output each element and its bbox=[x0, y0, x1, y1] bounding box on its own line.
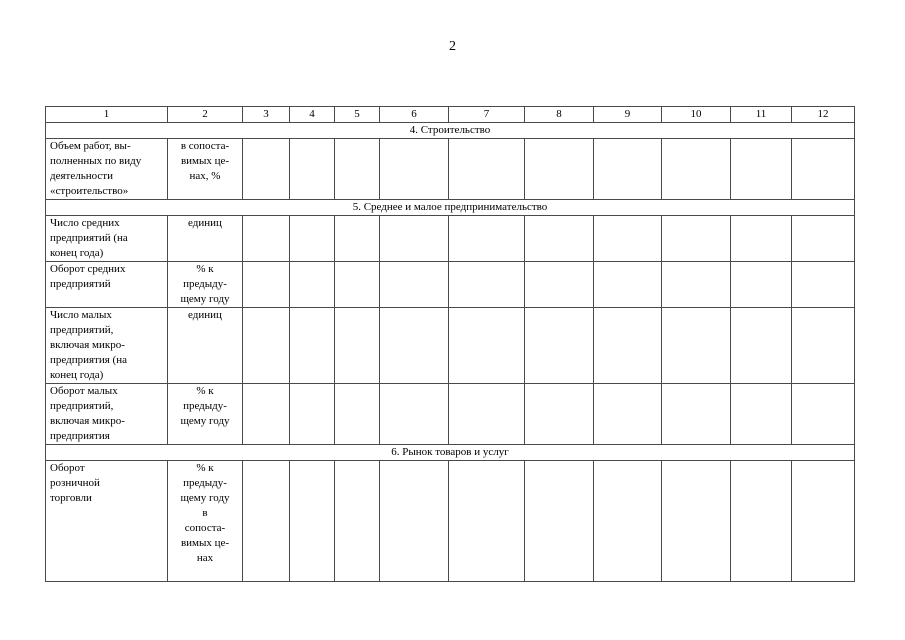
indicator-name-cell bbox=[46, 262, 168, 308]
value-cell bbox=[380, 262, 449, 308]
value-cell bbox=[449, 262, 525, 308]
value-cell bbox=[335, 262, 380, 308]
value-cell bbox=[792, 308, 855, 384]
cell-line: «строительство» bbox=[50, 185, 129, 197]
cell-line: в сопоста- bbox=[180, 140, 230, 152]
value-cell bbox=[380, 384, 449, 445]
unit-cell bbox=[168, 461, 243, 582]
cell-line: % к bbox=[196, 385, 214, 397]
value-cell bbox=[594, 308, 662, 384]
value-cell bbox=[662, 461, 731, 582]
value-cell bbox=[662, 384, 731, 445]
cell-line: розничной bbox=[50, 477, 100, 489]
value-cell bbox=[449, 384, 525, 445]
indicator-name-cell bbox=[46, 139, 168, 200]
value-cell bbox=[662, 308, 731, 384]
value-cell bbox=[449, 308, 525, 384]
cell-line: % к bbox=[196, 462, 214, 474]
value-cell bbox=[335, 461, 380, 582]
value-cell bbox=[731, 461, 792, 582]
value-cell bbox=[731, 262, 792, 308]
value-cell bbox=[731, 308, 792, 384]
section-title-row bbox=[46, 123, 855, 139]
column-numbers-row bbox=[46, 107, 855, 123]
value-cell bbox=[243, 384, 290, 445]
value-cell bbox=[525, 461, 594, 582]
cell-line: единиц bbox=[188, 217, 222, 229]
cell-line: вимых це- bbox=[180, 537, 230, 549]
indicator-row bbox=[46, 262, 855, 308]
cell-line: Объем работ, вы- bbox=[50, 140, 131, 152]
cell-line: конец года) bbox=[50, 369, 104, 381]
value-cell bbox=[290, 461, 335, 582]
column-number-cell: 1 bbox=[46, 107, 168, 123]
value-cell bbox=[335, 216, 380, 262]
unit-cell bbox=[168, 216, 243, 262]
value-cell bbox=[525, 216, 594, 262]
value-cell bbox=[731, 384, 792, 445]
cell-line: предприятий, bbox=[50, 324, 114, 336]
column-number-cell: 11 bbox=[731, 107, 792, 123]
column-number-cell: 6 bbox=[380, 107, 449, 123]
value-cell bbox=[731, 216, 792, 262]
value-cell bbox=[594, 461, 662, 582]
column-number-cell: 8 bbox=[525, 107, 594, 123]
indicator-row bbox=[46, 139, 855, 200]
value-cell bbox=[290, 216, 335, 262]
value-cell bbox=[449, 216, 525, 262]
page-number: 2 bbox=[449, 39, 456, 54]
value-cell bbox=[335, 384, 380, 445]
cell-line: в bbox=[202, 507, 208, 519]
cell-line: предприятий (на bbox=[50, 232, 128, 244]
value-cell bbox=[731, 139, 792, 200]
cell-line: предыду- bbox=[183, 400, 227, 412]
value-cell bbox=[662, 216, 731, 262]
cell-line: Оборот bbox=[50, 462, 85, 474]
section-title-row bbox=[46, 445, 855, 461]
cell-line: предприятия (на bbox=[50, 354, 127, 366]
value-cell bbox=[792, 216, 855, 262]
value-cell bbox=[243, 139, 290, 200]
cell-line: % к bbox=[196, 263, 214, 275]
column-number-cell: 5 bbox=[335, 107, 380, 123]
value-cell bbox=[243, 216, 290, 262]
unit-cell bbox=[168, 262, 243, 308]
value-cell bbox=[380, 308, 449, 384]
cell-line: конец года) bbox=[50, 247, 104, 259]
column-number-cell: 9 bbox=[594, 107, 662, 123]
column-number-cell: 7 bbox=[449, 107, 525, 123]
cell-line: предприятий bbox=[50, 278, 111, 290]
value-cell bbox=[662, 139, 731, 200]
unit-cell bbox=[168, 308, 243, 384]
cell-line: щему году bbox=[180, 492, 230, 504]
cell-line: деятельности bbox=[50, 170, 113, 182]
value-cell bbox=[525, 308, 594, 384]
cell-line: предыду- bbox=[183, 477, 227, 489]
indicator-name-cell bbox=[46, 308, 168, 384]
cell-line: торговли bbox=[50, 492, 92, 504]
value-cell bbox=[792, 139, 855, 200]
indicator-row bbox=[46, 216, 855, 262]
cell-line: Оборот малых bbox=[50, 385, 118, 397]
indicator-row bbox=[46, 384, 855, 445]
value-cell bbox=[290, 139, 335, 200]
value-cell bbox=[594, 384, 662, 445]
value-cell bbox=[594, 139, 662, 200]
indicator-row bbox=[46, 461, 855, 582]
value-cell bbox=[792, 262, 855, 308]
cell-line: включая микро- bbox=[50, 415, 125, 427]
cell-line: включая микро- bbox=[50, 339, 125, 351]
value-cell bbox=[662, 262, 731, 308]
value-cell bbox=[525, 384, 594, 445]
value-cell bbox=[243, 262, 290, 308]
value-cell bbox=[449, 461, 525, 582]
unit-cell bbox=[168, 384, 243, 445]
value-cell bbox=[792, 384, 855, 445]
indicators-table bbox=[45, 106, 855, 582]
value-cell bbox=[290, 308, 335, 384]
column-number-cell: 4 bbox=[290, 107, 335, 123]
cell-line: нах bbox=[196, 552, 214, 564]
section-title-row bbox=[46, 200, 855, 216]
value-cell bbox=[525, 139, 594, 200]
column-number-cell: 12 bbox=[792, 107, 855, 123]
value-cell bbox=[525, 262, 594, 308]
cell-line: предыду- bbox=[183, 278, 227, 290]
value-cell bbox=[594, 262, 662, 308]
cell-line: сопоста- bbox=[184, 522, 226, 534]
column-number-cell: 10 bbox=[662, 107, 731, 123]
value-cell bbox=[594, 216, 662, 262]
cell-line: вимых це- bbox=[180, 155, 230, 167]
indicator-row bbox=[46, 308, 855, 384]
cell-line: щему году bbox=[180, 293, 230, 305]
indicator-name-cell bbox=[46, 384, 168, 445]
cell-line: полненных по виду bbox=[50, 155, 142, 167]
indicator-name-cell bbox=[46, 216, 168, 262]
cell-line: Число средних bbox=[50, 217, 120, 229]
value-cell bbox=[335, 139, 380, 200]
value-cell bbox=[380, 216, 449, 262]
column-number-cell: 2 bbox=[168, 107, 243, 123]
value-cell bbox=[243, 308, 290, 384]
value-cell bbox=[290, 262, 335, 308]
cell-line: Число малых bbox=[50, 309, 112, 321]
cell-line: щему году bbox=[180, 415, 230, 427]
value-cell bbox=[335, 308, 380, 384]
cell-line: единиц bbox=[188, 309, 222, 321]
section-title: 5. Среднее и малое предпринимательство bbox=[46, 200, 855, 216]
cell-line: Оборот средних bbox=[50, 263, 126, 275]
cell-line: нах, % bbox=[189, 170, 221, 182]
value-cell bbox=[290, 384, 335, 445]
section-title: 6. Рынок товаров и услуг bbox=[46, 445, 855, 461]
indicator-name-cell bbox=[46, 461, 168, 582]
section-title: 4. Строительство bbox=[46, 123, 855, 139]
cell-line: предприятий, bbox=[50, 400, 114, 412]
column-number-cell: 3 bbox=[243, 107, 290, 123]
value-cell bbox=[380, 139, 449, 200]
value-cell bbox=[449, 139, 525, 200]
unit-cell bbox=[168, 139, 243, 200]
value-cell bbox=[380, 461, 449, 582]
value-cell bbox=[792, 461, 855, 582]
cell-line: предприятия bbox=[50, 430, 110, 442]
value-cell bbox=[243, 461, 290, 582]
